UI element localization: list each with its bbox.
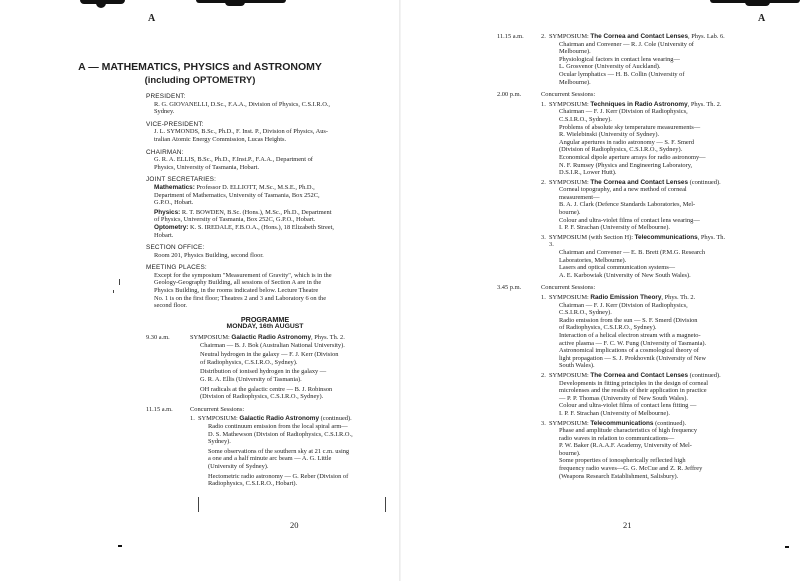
session-item: [541, 294, 729, 370]
session-1400: [497, 91, 729, 279]
paper-line: (Weapons Research Establishment, Salisbury).: [559, 472, 679, 480]
item-number: 3.: [541, 419, 546, 427]
symposium-title: Galactic Radio Astronomy: [239, 415, 320, 423]
paper-line: I. P. F. Strachan (University of Melbourne).: [559, 224, 670, 232]
paper-line: Interaction of a helical electron stream with a magneto-: [559, 331, 701, 339]
paper-line: C.S.I.R.O., Sydney).: [559, 309, 612, 317]
paper-line: South Wales).: [559, 362, 595, 370]
session-1115: [146, 406, 384, 488]
right-column: [497, 33, 729, 480]
paper-line: Sydney).: [208, 438, 231, 446]
paper-line: G. R. A. Ellis (University of Tasmania).: [200, 376, 302, 383]
symposium-title: Radio Emission Theory: [590, 294, 662, 301]
page-number: 20: [290, 520, 299, 530]
paper-line: of Radiophysics, C.S.I.R.O., Sydney).: [200, 358, 298, 366]
session-time: 2.00 p.m.: [497, 91, 522, 99]
left-column: [146, 93, 384, 488]
paper-line: bourne).: [559, 449, 581, 457]
symposium-label: SYMPOSIUM:: [190, 334, 232, 342]
session-item: [541, 33, 729, 86]
symposium-room: , Phys. Th. 2.: [661, 294, 696, 301]
paper-line: Some properties of ionospherically reflected high: [559, 457, 686, 465]
paper-line: Colour and ultra-violet films of contact lens fitting —: [559, 402, 697, 410]
mathematics-line: Department of Mathematics, University of Tasmania, Box 252C,: [154, 191, 320, 199]
paper-line: — P. P. Thomas (University of New South Wales).: [559, 394, 689, 402]
paper-line: (Division of Radiophysics, C.S.I.R.O., Sydney).: [200, 393, 324, 401]
symposium-heading: [549, 101, 729, 109]
chairman-line: Chairman — B. J. Bok (Australian National University).: [200, 341, 345, 349]
paper-line: Chairman and Convener — R. J. Cole (University of: [559, 40, 694, 48]
session-time: 9.30 a.m.: [146, 334, 170, 342]
page-header-letter: A: [148, 13, 156, 24]
section-office-line: Room 201, Physics Building, second floor.: [154, 251, 264, 259]
physics-secretary: [146, 209, 384, 217]
symposium-label: SYMPOSIUM:: [549, 294, 591, 301]
paper-line: A. E. Karbowiak (University of New South Wales).: [559, 271, 691, 279]
symposium-label: SYMPOSIUM:: [549, 419, 591, 427]
item-number: 2.: [541, 371, 546, 379]
session-1545: [497, 284, 729, 480]
president-heading: PRESIDENT:: [146, 93, 186, 100]
section-subtitle: (including OPTOMETRY): [144, 75, 256, 86]
symposium-note: (continued).: [319, 415, 352, 423]
symposium-heading: [549, 179, 729, 187]
paper-line: Neutral hydrogen in the galaxy — F. J. Kerr (Division: [200, 351, 339, 359]
paper-line: P. W. Baker (R.A.A.F. Academy, University of Mel-: [559, 442, 692, 450]
paper-line: a one and a half minute arc beam — A. G. Little: [208, 455, 332, 463]
paper-line: Chairman — F. J. Kerr (Division of Radiophysics,: [559, 301, 688, 309]
meeting-places-line: Geology-Geography Building, all sessions of Section A are in the: [154, 279, 322, 287]
paper-line: Some observations of the southern sky at 21 c.m. using: [208, 447, 350, 455]
meeting-places-heading: MEETING PLACES:: [146, 264, 207, 272]
optometry-secretary: [146, 224, 384, 232]
paper-line: Phase and amplitude characteristics of high frequency: [559, 427, 698, 435]
session-item: [541, 179, 729, 232]
optometry-label: Optometry:: [154, 223, 189, 231]
mathematics-secretary: [146, 184, 384, 192]
item-number: 3.: [541, 233, 546, 241]
mathematics-line: Professor D. ELLIOTT, M.Sc., M.S.E., Ph.D.,: [194, 183, 315, 191]
item-number: 2.: [541, 33, 546, 40]
margin-bracket: [198, 497, 199, 512]
paper-line: Problems of absolute sky temperature measurements—: [559, 123, 701, 131]
mathematics-line: G.P.O., Hobart.: [154, 199, 194, 207]
symposium-label: SYMPOSIUM:: [549, 371, 591, 379]
joint-secretaries-heading: JOINT SECRETARIES:: [146, 176, 217, 184]
paper-line: Angular apertures in radio astronomy — S. F. Smerd: [559, 138, 695, 146]
scan-blot: [225, 2, 245, 6]
paper-line: measurement—: [559, 193, 600, 201]
paper-line: OH radicals at the galactic centre — B. J. Robinson: [200, 385, 333, 393]
symposium-heading: [549, 234, 729, 249]
session-item: [541, 420, 729, 481]
paper-line: D. S. Mathewson (Division of Radiophysics, C.S.I.R.O.,: [208, 430, 353, 438]
scan-blot: [96, 3, 106, 8]
paper-line: (University of Sydney).: [208, 462, 269, 470]
margin-mark: [113, 290, 114, 293]
symposium-heading: [549, 420, 729, 428]
concurrent-label: Concurrent Sessions:: [541, 284, 596, 292]
session-time: 11.15 a.m.: [497, 33, 524, 40]
symposium-heading: [190, 334, 384, 342]
paper-line: L. Grosvenor (University of Auckland).: [559, 63, 661, 71]
paper-line: N. F. Rumsey (Physics and Engineering Laboratory,: [559, 161, 693, 169]
paper-line: Melbourne).: [559, 48, 591, 56]
symposium-heading: [549, 372, 729, 380]
concurrent-label: Concurrent Sessions:: [541, 91, 596, 99]
symposium-heading: [198, 415, 384, 423]
paper-line: Radio continuum emission from the local spiral arm—: [208, 422, 348, 430]
symposium-label: SYMPOSIUM:: [198, 415, 240, 423]
chairman-line: G. R. A. ELLIS, B.Sc., Ph.D., F.Inst.P., F.A.A., Department of: [154, 156, 313, 164]
page-header-letter: A: [758, 13, 766, 24]
president-line: Sydney.: [154, 108, 175, 116]
item-number: 1.: [541, 294, 546, 301]
symposium-label: SYMPOSIUM: [549, 233, 588, 241]
symposium-heading: [549, 33, 729, 41]
paper-line: Radio emission from the sun — S. F. Smerd (Division: [559, 316, 698, 324]
section-title: A — MATHEMATICS, PHYSICS and ASTRONOMY: [78, 61, 322, 73]
symposium-room: (continued).: [688, 371, 721, 379]
concurrent-label: Concurrent Sessions:: [190, 405, 245, 413]
paper-line: (Division of Radiophysics, C.S.I.R.O., Sydney).: [559, 146, 683, 154]
session-item: [541, 101, 729, 177]
mathematics-label: Mathematics:: [154, 183, 195, 191]
physics-label: Physics:: [154, 208, 181, 216]
right-page: [400, 0, 800, 581]
meeting-places-line: Except for the symposium "Measurement of Gravity", which is in the: [154, 271, 332, 279]
president-line: R. G. GIOVANELLI, D.Sc., F.A.A., Division of Physics, C.S.I.R.O.,: [154, 100, 331, 108]
day-heading: MONDAY, 16th AUGUST: [226, 323, 304, 331]
symposium-room: , Phys. Th. 2.: [311, 334, 345, 342]
margin-bracket: [385, 497, 386, 512]
symposium-label: SYMPOSIUM:: [549, 33, 591, 40]
page-number: 21: [623, 520, 632, 530]
vice-president-line: tralian Atomic Energy Commission, Lucas Heights.: [154, 135, 287, 143]
session-time: 3.45 p.m.: [497, 284, 522, 292]
scan-speck: [785, 546, 789, 548]
paper-line: Distribution of ionised hydrogen in the galaxy —: [200, 368, 327, 376]
paper-line: Lasers and optical communication systems—: [559, 264, 676, 272]
symposium-room: , Phys. Lab. 6.: [688, 33, 725, 40]
paper-line: active plasma — F. C. W. Fung (University of Tasmania).: [559, 339, 707, 347]
session-item: [190, 415, 384, 487]
optometry-line: K. S. IREDALE, F.B.O.A., (Hons.), 18 Elizabeth Street,: [188, 223, 335, 231]
optometry-line: Hobart.: [154, 231, 174, 239]
symposium-room-suffix: , Phys. Th. 3.: [549, 233, 726, 249]
meeting-places-line: No. 1 is on the first floor; Theatres 2 and 3 and Laboratory 6 on the: [154, 294, 327, 302]
symposium-title: Galactic Radio Astronomy: [231, 334, 312, 342]
paper-line: Laboratories, Melbourne).: [559, 256, 627, 264]
section-office-heading: SECTION OFFICE:: [146, 244, 205, 252]
symposium-label: SYMPOSIUM:: [549, 178, 591, 186]
symposium-title: The Cornea and Contact Lenses: [590, 371, 689, 379]
physics-line: R. T. BOWDEN, B.Sc. (Hons.), M.Sc., Ph.D., Department: [180, 208, 332, 216]
paper-line: Melbourne).: [559, 78, 591, 86]
symposium-room: , Phys. Th. 2.: [687, 100, 722, 108]
item-number: 1.: [190, 415, 195, 423]
symposium-title: Telecommunications: [590, 419, 654, 427]
session-0930: [146, 334, 384, 401]
meeting-places-line: Physics Building, in the rooms indicated below. Lecture Theatre: [154, 287, 319, 295]
item-number: 2.: [541, 178, 546, 186]
paper-line: C.S.I.R.O., Sydney).: [559, 115, 612, 123]
symposium-title: The Cornea and Contact Lenses: [590, 178, 689, 186]
paper-line: Radiophysics, C.S.I.R.O., Hobart).: [208, 480, 298, 488]
paper-line: light propagation — S. J. Prokhovnik (University of New: [559, 354, 706, 362]
scan-blot: [745, 2, 770, 6]
paper-line: D.S.I.R., Lower Hutt).: [559, 169, 617, 177]
paper-line: Chairman — F. J. Kerr (Division of Radiophysics,: [559, 108, 688, 116]
paper-line: microlenses and the results of their application in practice: [559, 387, 707, 395]
paper-line: Colour and ultra-violet films of contact lens wearing—: [559, 216, 700, 224]
session-item: [541, 372, 729, 418]
paper-line: Astronomical implications of a cosmological theory of: [559, 347, 699, 355]
vice-president-line: J. L. SYMONDS, B.Sc., Ph.D., F. Inst. P., Division of Physics, Aus-: [154, 128, 329, 136]
paper-line: R. Wielebinski (University of Sydney).: [559, 131, 660, 139]
symposium-title: The Cornea and Contact Lenses: [590, 33, 689, 40]
chairman-heading: CHAIRMAN:: [146, 148, 184, 156]
paper-line: radio waves in relation to communications—: [559, 434, 675, 442]
paper-line: Ocular lymphatics — H. B. Collin (University of: [559, 70, 685, 78]
symposium-heading: [549, 294, 729, 302]
paper-line: Chairman and Convener — E. B. Brett (P.M.G. Research: [559, 249, 706, 257]
symposium-title: Telecommunications: [634, 233, 698, 241]
session-1115-item2: [497, 33, 729, 86]
paper-line: frequency radio waves—G. G. McCue and Z. R. Jeffrey: [559, 465, 703, 473]
paper-line: Corneal topography, and a new method of corneal: [559, 186, 687, 194]
paper-line: Developments in fitting principles in the design of corneal: [559, 379, 709, 387]
scan-speck: [118, 545, 122, 547]
symposium-room: (with Section H):: [587, 233, 635, 241]
session-item: [541, 234, 729, 280]
paper-line: bourne).: [559, 209, 581, 217]
symposium-room: (continued).: [653, 419, 687, 427]
symposium-room: (continued).: [688, 178, 721, 186]
session-time: 11.15 a.m.: [146, 405, 173, 413]
paper-line: I. P. F. Strachan (University of Melbourne).: [559, 409, 670, 417]
symposium-title: Techniques in Radio Astronomy: [590, 100, 688, 108]
paper-line: Physiological factors in contact lens wearing—: [559, 55, 680, 63]
meeting-places-line: second floor.: [154, 302, 188, 310]
item-number: 1.: [541, 100, 546, 108]
vice-president-heading: VICE-PRESIDENT:: [146, 120, 204, 128]
paper-line: of Radiophysics, C.S.I.R.O., Sydney).: [559, 324, 657, 332]
paper-line: Economical dipole aperture arrays for radio astronomy—: [559, 153, 706, 161]
physics-line: of Physics, University of Tasmania, Box 252C, G.P.O., Hobart.: [154, 216, 316, 224]
chairman-line: Physics, University of Tasmania, Hobart.: [154, 163, 260, 171]
symposium-label: SYMPOSIUM:: [549, 100, 591, 108]
programme-heading: PROGRAMME: [240, 314, 290, 324]
paper-line: Hectometric radio astronomy — G. Reber (Division of: [208, 472, 349, 480]
margin-mark: [119, 279, 120, 285]
paper-line: B. A. J. Clark (Defence Standards Laboratories, Mel-: [559, 201, 696, 209]
